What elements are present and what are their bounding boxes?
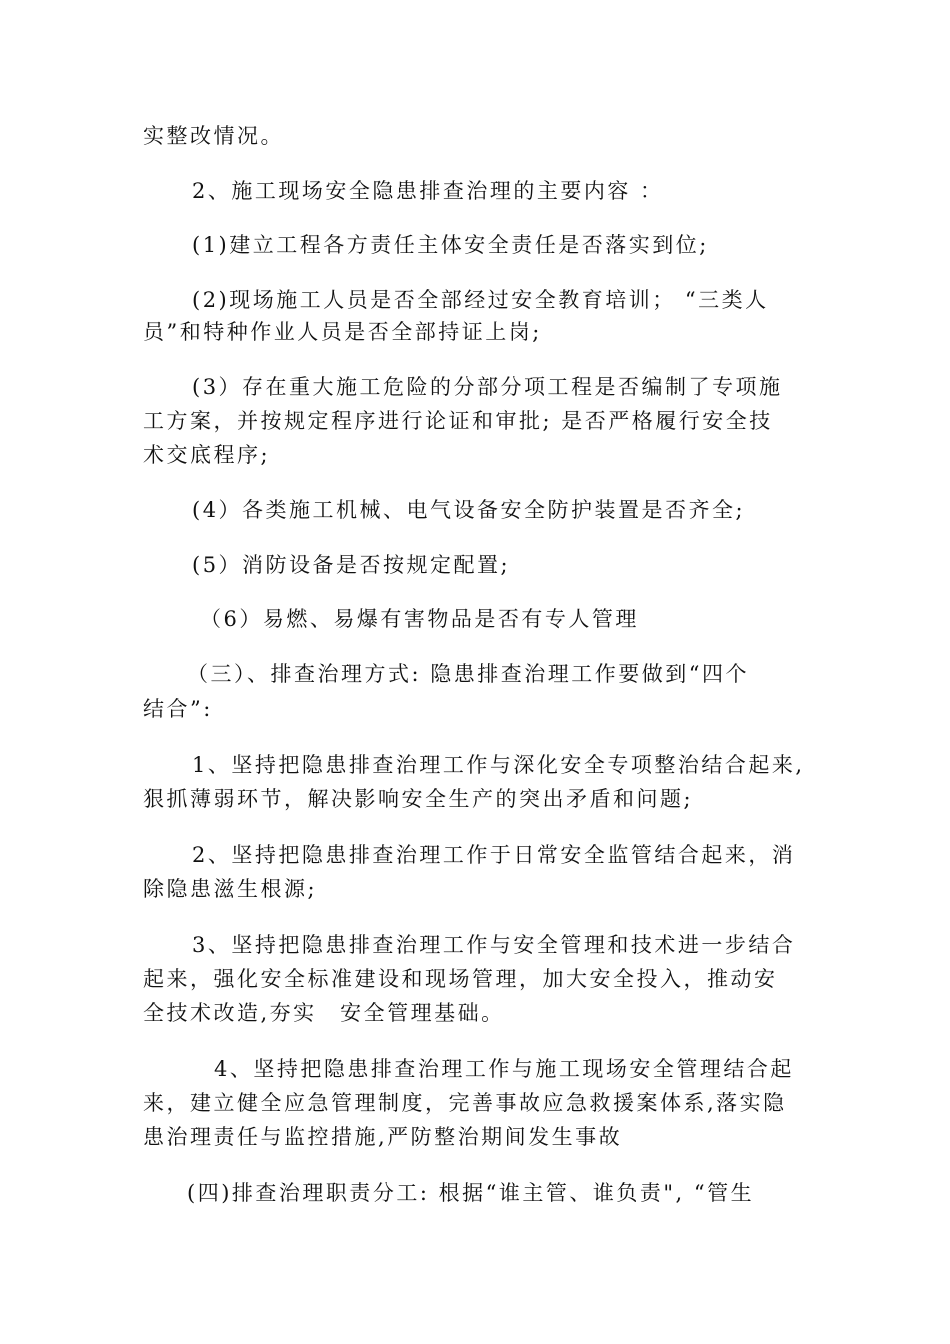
text-line: 3、坚持把隐患排查治理工作与安全管理和技术进一步结合 bbox=[192, 933, 796, 957]
text-line: 术交底程序; bbox=[143, 443, 271, 467]
text-line: 2、施工现场安全隐患排查治理的主要内容 ： bbox=[192, 179, 664, 203]
text-line: 狠抓薄弱环节，解决影响安全生产的突出矛盾和问题; bbox=[143, 787, 694, 811]
text-line: 2、坚持把隐患排查治理工作于日常安全监管结合起来，消 bbox=[192, 843, 796, 867]
text-line: 除隐患滋生根源; bbox=[143, 877, 318, 901]
text-line: 工方案，并按规定程序进行论证和审批; 是否严格履行安全技 bbox=[143, 409, 773, 433]
text-line: 患治理责任与监控措施,严防整治期间发生事故 bbox=[143, 1125, 623, 1149]
text-line: 结合”: bbox=[143, 697, 213, 721]
text-line: (1)建立工程各方责任主体安全责任是否落实到位; bbox=[192, 233, 709, 257]
text-line: (四)排查治理职责分工: 根据“谁主管、谁负责", “管生 bbox=[187, 1181, 755, 1205]
text-line: (3）存在重大施工危险的分部分项工程是否编制了专项施 bbox=[192, 375, 783, 399]
text-line: 实整改情况。 bbox=[143, 124, 284, 148]
text-line: 4、坚持把隐患排查治理工作与施工现场安全管理结合起 bbox=[214, 1057, 794, 1081]
text-line: (2)现场施工人员是否全部经过安全教育培训； “三类人 bbox=[192, 288, 769, 312]
text-line: 1、坚持把隐患排查治理工作与深化安全专项整治结合起来, bbox=[192, 753, 805, 777]
text-line: 起来，强化安全标准建设和现场管理，加大安全投入，推动安 bbox=[143, 967, 778, 991]
text-line: 来，建立健全应急管理制度，完善事故应急救援案体系,落实隐 bbox=[143, 1091, 787, 1115]
text-line: 全技术改造,夯实 安全管理基础。 bbox=[143, 1001, 505, 1025]
text-line: （6）易燃、易爆有害物品是否有专人管理 bbox=[200, 607, 639, 631]
text-line: (5）消防设备是否按规定配置; bbox=[192, 553, 511, 577]
text-line: (4）各类施工机械、电气设备安全防护装置是否齐全; bbox=[192, 498, 746, 522]
text-line: （三）、排查治理方式: 隐患排查治理工作要做到“四个 bbox=[187, 662, 749, 686]
text-line: 员”和特种作业人员是否全部持证上岗; bbox=[143, 320, 542, 344]
